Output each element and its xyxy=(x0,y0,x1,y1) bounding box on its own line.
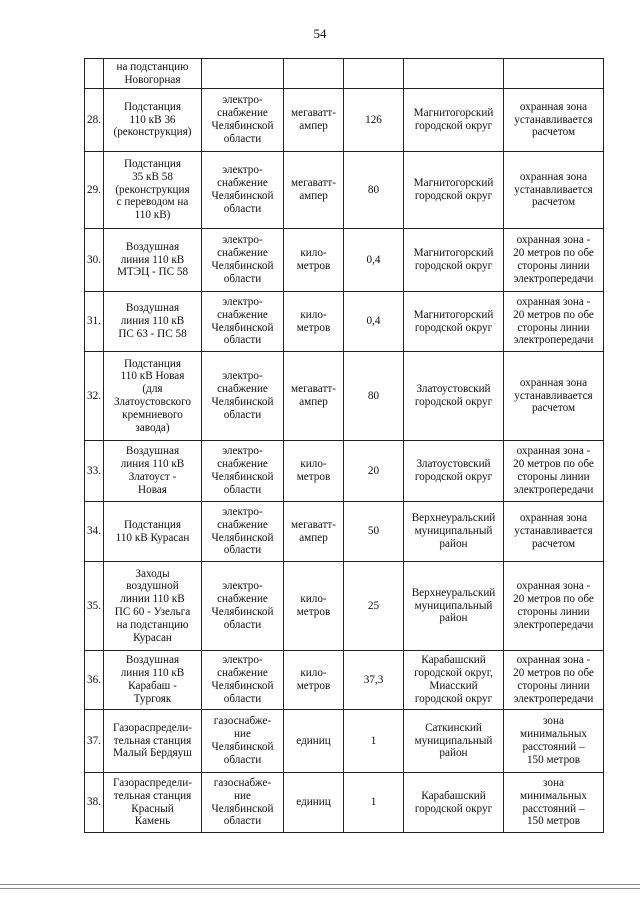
value-cell: 25 xyxy=(344,562,404,651)
location-cell: Верхнеуральский муниципальный район xyxy=(404,502,504,562)
zone-cell: охранная зона устанавливается расчетом xyxy=(504,152,604,229)
purpose-cell xyxy=(202,59,284,89)
purpose-cell: электро- снабжение Челябинской области xyxy=(202,292,284,352)
object-name-cell: Воздушная линия 110 кВ ПС 63 - ПС 58 xyxy=(104,292,202,352)
zone-cell: охранная зона устанавливается расчетом xyxy=(504,352,604,441)
objects-table xyxy=(84,58,604,833)
object-name-cell: Воздушная линия 110 кВ МТЭЦ - ПС 58 xyxy=(104,229,202,292)
table-row xyxy=(85,229,604,292)
zone-cell: охранная зона - 20 метров по обе стороны линии электропередачи xyxy=(504,441,604,502)
table-row xyxy=(85,352,604,441)
location-cell: Златоустовский городской округ xyxy=(404,352,504,441)
object-name-cell: Газораспредели- тельная станция Малый Бердяуш xyxy=(104,710,202,773)
object-name-cell: на подстанцию Новогорная xyxy=(104,59,202,89)
row-number: 33. xyxy=(85,441,104,502)
zone-cell: зона минимальных расстояний – 150 метров xyxy=(504,773,604,833)
row-number: 31. xyxy=(85,292,104,352)
row-number: 38. xyxy=(85,773,104,833)
table-row xyxy=(85,292,604,352)
location-cell: Магнитогорский городской округ xyxy=(404,152,504,229)
zone-cell xyxy=(504,59,604,89)
table-row xyxy=(85,710,604,773)
object-name-cell: Подстанция 110 кВ Курасан xyxy=(104,502,202,562)
unit-cell: кило- метров xyxy=(284,562,344,651)
location-cell: Карабашский городской округ, Миасский городской округ xyxy=(404,651,504,710)
unit-cell: кило- метров xyxy=(284,229,344,292)
row-number: 35. xyxy=(85,562,104,651)
value-cell: 80 xyxy=(344,152,404,229)
location-cell: Верхнеуральский муниципальный район xyxy=(404,562,504,651)
row-number: 28. xyxy=(85,89,104,152)
value-cell: 0,4 xyxy=(344,229,404,292)
value-cell: 126 xyxy=(344,89,404,152)
zone-cell: охранная зона - 20 метров по обе стороны линии электропередачи xyxy=(504,292,604,352)
unit-cell: единиц xyxy=(284,773,344,833)
purpose-cell: электро- снабжение Челябинской области xyxy=(202,229,284,292)
unit-cell: мегаватт- ампер xyxy=(284,502,344,562)
unit-cell: кило- метров xyxy=(284,292,344,352)
unit-cell: кило- метров xyxy=(284,651,344,710)
purpose-cell: электро- снабжение Челябинской области xyxy=(202,441,284,502)
purpose-cell: электро- снабжение Челябинской области xyxy=(202,352,284,441)
value-cell: 20 xyxy=(344,441,404,502)
zone-cell: охранная зона устанавливается расчетом xyxy=(504,89,604,152)
value-cell xyxy=(344,59,404,89)
row-number: 30. xyxy=(85,229,104,292)
purpose-cell: электро- снабжение Челябинской области xyxy=(202,89,284,152)
table-row xyxy=(85,651,604,710)
unit-cell: мегаватт- ампер xyxy=(284,89,344,152)
location-cell: Саткинский муниципальный район xyxy=(404,710,504,773)
object-name-cell: Газораспредели- тельная станция Красный Камень xyxy=(104,773,202,833)
object-name-cell: Воздушная линия 110 кВ Карабаш - Тургояк xyxy=(104,651,202,710)
zone-cell: зона минимальных расстояний – 150 метров xyxy=(504,710,604,773)
bottom-rule xyxy=(0,884,640,885)
row-number: 36. xyxy=(85,651,104,710)
purpose-cell: электро- снабжение Челябинской области xyxy=(202,502,284,562)
value-cell: 0,4 xyxy=(344,292,404,352)
zone-cell: охранная зона - 20 метров по обе стороны линии электропередачи xyxy=(504,651,604,710)
row-number: 37. xyxy=(85,710,104,773)
purpose-cell: газоснабже- ние Челябинской области xyxy=(202,773,284,833)
purpose-cell: электро- снабжение Челябинской области xyxy=(202,562,284,651)
location-cell xyxy=(404,59,504,89)
unit-cell: мегаватт- ампер xyxy=(284,152,344,229)
row-number: 29. xyxy=(85,152,104,229)
purpose-cell: электро- снабжение Челябинской области xyxy=(202,152,284,229)
value-cell: 1 xyxy=(344,710,404,773)
zone-cell: охранная зона - 20 метров по обе стороны линии электропередачи xyxy=(504,562,604,651)
object-name-cell: Заходы воздушной линии 110 кВ ПС 60 - Узельга на подстанцию Курасан xyxy=(104,562,202,651)
row-number: 32. xyxy=(85,352,104,441)
table-row xyxy=(85,502,604,562)
purpose-cell: газоснабже- ние Челябинской области xyxy=(202,710,284,773)
bottom-rule xyxy=(0,888,640,889)
location-cell: Магнитогорский городской округ xyxy=(404,292,504,352)
page-number: 54 xyxy=(313,26,327,41)
object-name-cell: Подстанция 35 кВ 58 (реконструкция с переводом на 110 кВ) xyxy=(104,152,202,229)
row-number: 34. xyxy=(85,502,104,562)
purpose-cell: электро- снабжение Челябинской области xyxy=(202,651,284,710)
value-cell: 37,3 xyxy=(344,651,404,710)
object-name-cell: Подстанция 110 кВ 36 (реконструкция) xyxy=(104,89,202,152)
unit-cell: единиц xyxy=(284,710,344,773)
location-cell: Карабашский городской округ xyxy=(404,773,504,833)
table-row xyxy=(85,89,604,152)
unit-cell xyxy=(284,59,344,89)
table-row xyxy=(85,59,604,89)
value-cell: 1 xyxy=(344,773,404,833)
location-cell: Златоустовский городской округ xyxy=(404,441,504,502)
table-row xyxy=(85,441,604,502)
table-row xyxy=(85,562,604,651)
object-name-cell: Воздушная линия 110 кВ Златоуст - Новая xyxy=(104,441,202,502)
zone-cell: охранная зона - 20 метров по обе стороны линии электропередачи xyxy=(504,229,604,292)
object-name-cell: Подстанция 110 кВ Новая (для Златоустовского кремниевого завода) xyxy=(104,352,202,441)
location-cell: Магнитогорский городской округ xyxy=(404,89,504,152)
location-cell: Магнитогорский городской округ xyxy=(404,229,504,292)
zone-cell: охранная зона устанавливается расчетом xyxy=(504,502,604,562)
row-number xyxy=(85,59,104,89)
value-cell: 50 xyxy=(344,502,404,562)
table-row xyxy=(85,773,604,833)
table-row xyxy=(85,152,604,229)
unit-cell: кило- метров xyxy=(284,441,344,502)
value-cell: 80 xyxy=(344,352,404,441)
unit-cell: мегаватт- ампер xyxy=(284,352,344,441)
